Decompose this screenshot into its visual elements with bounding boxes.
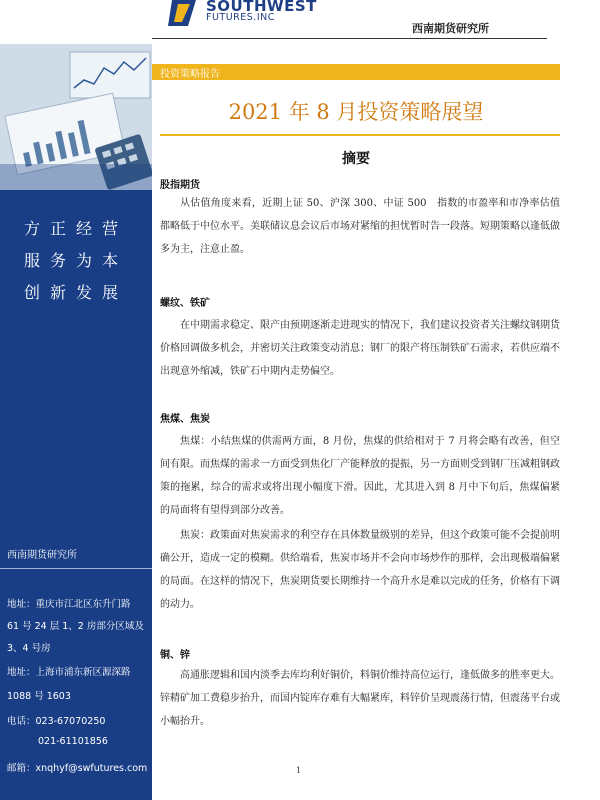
logo-line1: SOUTHWEST (206, 0, 317, 15)
contact-phone-2: 021-61101856 (38, 736, 108, 747)
title-divider (160, 134, 560, 136)
contact-line: 地址：上海市浦东新区源深路 (7, 667, 131, 678)
contact-phone: 电话：023-67070250 (7, 716, 106, 727)
cover-photo (0, 44, 152, 190)
report-title: 2021 年 8 月投资策略展望 (228, 100, 484, 124)
section-paragraph: 从估值角度来看，近期上证 50、沪深 300、中证 500 指数的市盈率和市净率估值都略低于中位水平。美联储议息会议后市场对紧缩的担忧暂时告一段落。短期策略以逢低做多为主，注意止盈。 (160, 198, 560, 255)
page-header (0, 0, 600, 40)
sidebar-institute: 西南期货研究所 (7, 550, 77, 561)
company-logo (168, 0, 317, 26)
contact-email: 邮箱：xnqhyf@swfutures.com (7, 763, 148, 774)
contact-line: 1088 号 1603 (7, 691, 71, 702)
abstract-heading: 摘要 (342, 151, 370, 167)
section-paragraph: 在中期需求稳定、限产由预期逐渐走进现实的情况下，我们建议投资者关注螺纹钢期货价格回调做多机会，并密切关注政策变动消息；钢厂的限产将压制铁矿石需求，若供应端不出现意外缩减，铁矿石中期内走势偏空。 (160, 320, 560, 377)
report-category: 投资策略报告 (160, 69, 220, 80)
report-category-banner (152, 64, 560, 80)
page-number: 1 (296, 766, 302, 775)
contact-line: 3、4 号房 (7, 643, 51, 654)
slogan-line-2: 服务为本 (23, 251, 128, 270)
slogan-line-1: 方正经营 (23, 219, 128, 238)
section-paragraph: 焦煤：小结焦煤的供需两方面，8 月份，焦煤的供给相对于 7 月将会略有改善，但空间有限。而焦煤的需求一方面受到焦化厂产能释放的提振，另一方面则受到钢厂压减粗钢政策的拖累，综合的需求或将出现小幅度下滑。因此，尤其进入到 8 月中下旬后，焦煤偏紧的局面将有望得到部分改善。 (160, 436, 560, 516)
logo-mark-icon (168, 0, 200, 26)
header-divider (152, 38, 547, 39)
slogan-line-3: 创新发展 (23, 283, 128, 302)
section-paragraph: 焦炭：政策面对焦炭需求的利空存在具体数量级别的差异，但这个政策可能不会提前明确公开，造成一定的模糊。供给端看，焦炭市场并不会向市场炒作的那样，会出现极端偏紧的局面。在这样的情况下，焦炭期货要长期维持一个高升水是难以完成的任务，价格有下调的动力。 (160, 530, 560, 610)
contact-line: 地址：重庆市江北区东升门路 (7, 599, 131, 610)
section-heading-coking-coal-coke: 焦煤、焦炭 (160, 414, 210, 425)
finance-chart-illustration (0, 44, 152, 190)
section-heading-copper-zinc: 铜、锌 (160, 650, 190, 661)
contact-line: 61 号 24 层 1、2 房部分区域及 (7, 621, 144, 632)
section-heading-index-futures: 股指期货 (160, 180, 200, 191)
section-paragraph: 高通胀逻辑和国内淡季去库均利好铜价，料铜价维持高位运行，逢低做多的胜率更大。锌精矿加工费稳步抬升，而国内锭库存难有大幅紧库，料锌价呈现震荡行情，但震荡平台或小幅抬升。 (160, 670, 560, 727)
sidebar-divider (0, 568, 152, 569)
sidebar (0, 44, 152, 800)
header-institute: 西南期货研究所 (412, 22, 489, 35)
section-heading-rebar-iron-ore: 螺纹、铁矿 (160, 298, 210, 309)
logo-line2: FUTURES.INC (206, 12, 275, 23)
